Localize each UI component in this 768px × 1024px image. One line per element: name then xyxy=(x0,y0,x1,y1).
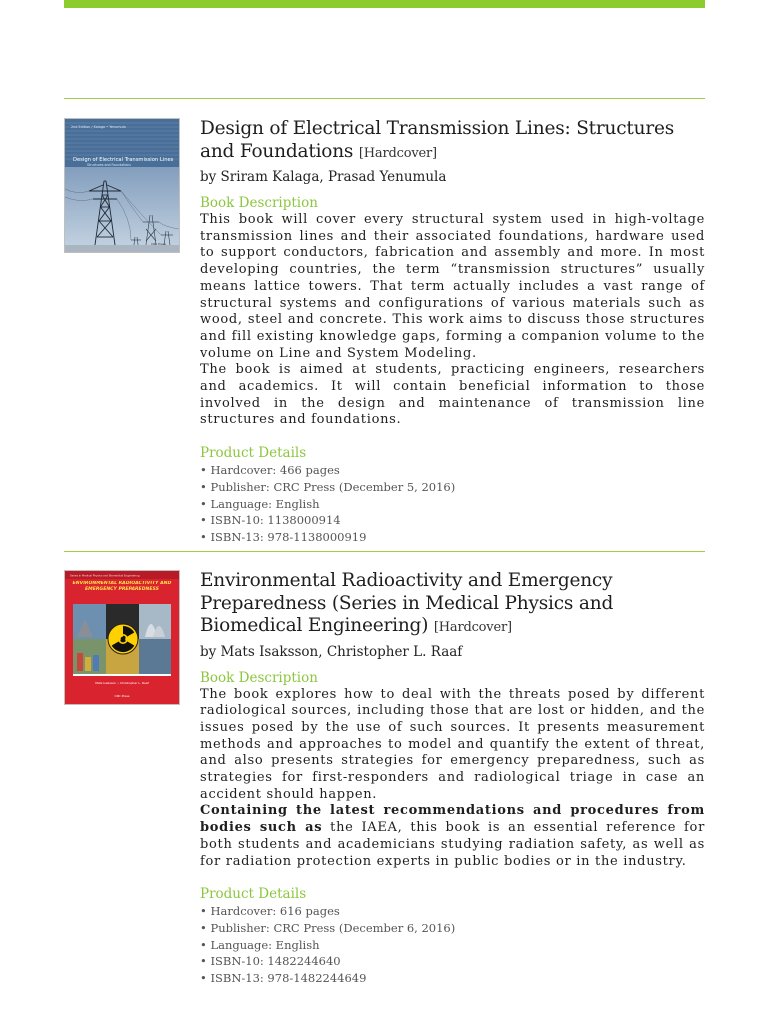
book-info-1 xyxy=(200,118,705,546)
description-rest: the IAEA, this book is an essential reference for both students and academicians studying radiation safety, as well as for radiation protection experts in public bodies or in the industry. xyxy=(200,820,705,869)
cover-author-text: Mats Isaksson • Christopher L. Raaf xyxy=(95,681,149,685)
divider-rule-1 xyxy=(64,98,705,99)
product-detail-item: • Hardcover: 616 pages xyxy=(200,903,705,920)
book-title-text[interactable]: Design of Electrical Transmission Lines: Structures and Foundations xyxy=(200,118,675,162)
radiation-collage-cover-image xyxy=(65,571,179,704)
product-detail-item: • ISBN-10: 1138000914 xyxy=(200,512,705,529)
product-details-list-1 xyxy=(200,462,705,546)
book-format: [Hardcover] xyxy=(358,145,437,161)
description-paragraph: The book explores how to deal with the threats posed by different radiological sources, including those that are lost or hidden, and the issues posed by the use of such sources. It presents measurement methods and approaches to model and quantify the extent of threat, and also presents strategies for emergency preparedness, such as strategies for first-responders and radiological triage in case an accident should happen. xyxy=(200,686,705,802)
product-detail-item: • Language: English xyxy=(200,937,705,954)
book-format: [Hardcover] xyxy=(433,620,512,635)
cover-subtitle-text: Structures and Foundations xyxy=(87,163,131,167)
product-details-heading-2: Product Details xyxy=(200,886,307,903)
transmission-tower-cover-image xyxy=(65,119,179,252)
divider-rule-2 xyxy=(64,551,705,552)
book-cover-2[interactable] xyxy=(64,570,180,705)
cover-series-text: 2nd Edition / Kalaga • Yenumula xyxy=(71,125,126,129)
cover-publisher-text: CRC Press xyxy=(114,694,130,698)
product-detail-item: • ISBN-13: 978-1138000919 xyxy=(200,529,705,546)
cover-title-text: ENVIRONMENTAL RADIOACTIVITY AND EMERGENCY PREPAREDNESS xyxy=(72,581,172,592)
book-authors-1: by Sriram Kalaga, Prasad Yenumula xyxy=(200,169,447,185)
description-paragraph: The book is aimed at students, practicing engineers, researchers and academics. It will contain beneficial information to those involved in the design and maintenance of transmission line structures and foundations. xyxy=(200,362,705,428)
cover-title-text: Design of Electrical Transmission Lines xyxy=(73,157,174,163)
product-detail-item: • ISBN-10: 1482244640 xyxy=(200,953,705,970)
description-paragraph: This book will cover every structural system used in high-voltage transmission lines and their associated foundations, hardware used to support conductors, fabrication and assembly and more. In most developing countries, the term “transmission structures” usually means lattice towers. That term actually includes a vast range of structural systems and configurations of various materials such as wood, steel and concrete. This work aims to discuss those structures and fill existing knowledge gaps, forming a companion volume to the volume on Line and System Modeling. xyxy=(200,212,705,361)
product-detail-item: • Publisher: CRC Press (December 5, 2016) xyxy=(200,479,705,496)
book-title-text[interactable]: Environmental Radioactivity and Emergency Preparedness (Series in Medical Physics and Biomedical Engineering) xyxy=(200,570,614,636)
book-cover-1[interactable] xyxy=(64,118,180,253)
book-description-heading-1: Book Description xyxy=(200,195,318,211)
book-info-2 xyxy=(200,570,705,987)
product-details-heading-1: Product Details xyxy=(200,445,307,462)
product-detail-item: • Publisher: CRC Press (December 6, 2016) xyxy=(200,920,705,937)
product-detail-item: • Language: English xyxy=(200,496,705,513)
book-authors-2: by Mats Isaksson, Christopher L. Raaf xyxy=(200,643,463,660)
book-description-heading-2: Book Description xyxy=(200,669,318,686)
cover-series-text: Series in Medical Physics and Biomedical Engineering xyxy=(70,574,140,578)
book-description-2 xyxy=(200,687,705,871)
product-detail-item: • ISBN-13: 978-1482244649 xyxy=(200,970,705,987)
description-paragraph xyxy=(200,803,705,870)
book-title-1[interactable] xyxy=(200,118,705,165)
cover-publisher-text: CRC Press xyxy=(151,242,166,246)
top-accent-bar xyxy=(64,0,705,8)
book-description-1 xyxy=(200,212,705,429)
book-title-2[interactable] xyxy=(200,570,705,640)
product-details-list-2 xyxy=(200,903,705,987)
description-lead: Containing the latest recommendations and procedures from bodies such as xyxy=(200,803,705,836)
product-detail-item: • Hardcover: 466 pages xyxy=(200,462,705,479)
